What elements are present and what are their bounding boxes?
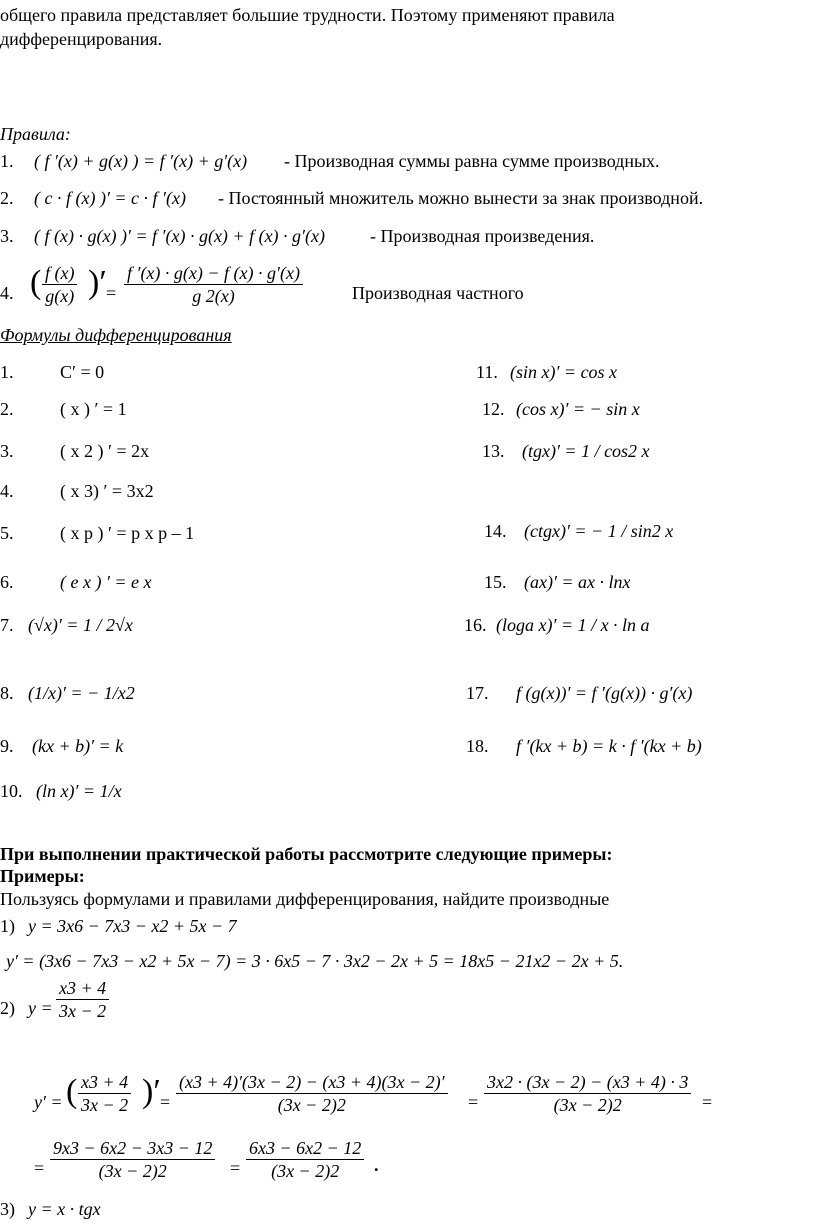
formula-7-number: 7. <box>0 615 14 635</box>
example-2-equals-1: = <box>160 1092 171 1112</box>
formula-8-number: 8. <box>0 683 14 703</box>
example-2-step-1-numerator: (x3 + 4)′(3x − 2) − (x3 + 4)(3x − 2)′ <box>179 1072 445 1092</box>
example-3-task: y = x · tgx <box>28 1199 101 1219</box>
rule-4-left-fraction <box>42 262 77 307</box>
formula-10-number: 10. <box>0 781 23 801</box>
example-2-step-2-numerator: 3x2 · (3x − 2) − (x3 + 4) · 3 <box>487 1072 689 1092</box>
example-2-step-1-denominator: (3x − 2)2 <box>277 1095 346 1115</box>
formula-11-number: 11. <box>476 362 498 382</box>
example-2-close-paren: )′ <box>142 1073 161 1110</box>
rule-4-equals: = <box>106 283 117 303</box>
rule-2-number: 2. <box>0 188 14 208</box>
formula-6-number: 6. <box>0 572 14 592</box>
rule-1-number: 1. <box>0 151 14 171</box>
example-2-equals-2: = <box>468 1092 479 1112</box>
formula-4: ( x 3) ′ = 3x2 <box>60 481 154 501</box>
formula-13-number: 13. <box>482 441 505 461</box>
formula-8: (1/x)′ = − 1/x2 <box>28 683 135 703</box>
rule-4-left-numerator: f (x) <box>45 263 75 283</box>
formula-12-number: 12. <box>482 399 505 419</box>
examples-heading: Примеры: <box>0 866 85 886</box>
formula-3: ( x 2 ) ′ = 2x <box>60 441 150 461</box>
formula-9-number: 9. <box>0 736 14 756</box>
rule-3-formula: ( f (x) · g(x) )′ = f ′(x) · g(x) + f (x) · g′(x) <box>34 226 325 246</box>
rule-4-denominator: g 2(x) <box>192 286 235 306</box>
formula-5-number: 5. <box>0 523 14 543</box>
formula-14: (ctgx)′ = − 1 / sin2 x <box>524 521 674 541</box>
example-3-label: 3) <box>0 1199 15 1219</box>
formula-6: ( e x ) ′ = e x <box>60 572 152 592</box>
formula-10: (ln x)′ = 1/x <box>36 781 122 801</box>
rule-4-numerator: f ′(x) · g(x) − f (x) · g′(x) <box>127 263 300 283</box>
formula-2: ( x ) ′ = 1 <box>60 399 127 419</box>
formula-12: (cos x)′ = − sin x <box>516 399 640 419</box>
formula-2-number: 2. <box>0 399 14 419</box>
rule-3-number: 3. <box>0 226 14 246</box>
formula-3-number: 3. <box>0 441 14 461</box>
formula-7: (√x)′ = 1 / 2√x <box>28 615 133 635</box>
example-1-task: y = 3x6 − 7x3 − x2 + 5x − 7 <box>28 916 237 936</box>
rule-1-formula: ( f ′(x) + g(x) ) = f ′(x) + g′(x) <box>34 151 248 171</box>
intro-line-1: общего правила представляет большие трудности. Поэтому применяют правила <box>0 5 615 25</box>
formula-17: f (g(x))′ = f ′(g(x)) · g′(x) <box>516 683 693 703</box>
example-2-step-2 <box>484 1071 691 1116</box>
example-2-open-paren: ( <box>66 1073 78 1110</box>
example-2-task-fraction <box>56 977 109 1022</box>
example-2-step-3 <box>50 1137 215 1182</box>
example-2-inner-denominator: 3x − 2 <box>81 1095 129 1115</box>
formula-15: (ax)′ = ax · lnx <box>524 572 631 592</box>
example-2-inner-fraction <box>78 1071 131 1116</box>
rule-3-text: - Производная произведения. <box>370 226 595 246</box>
examples-instruction: Пользуясь формулами и правилами дифференцирования, найдите производные <box>0 889 610 909</box>
formula-11: (sin x)′ = cos x <box>510 362 618 382</box>
formula-1: C′ = 0 <box>60 362 105 382</box>
formula-4-number: 4. <box>0 481 14 501</box>
formula-13: (tgx)′ = 1 / cos2 x <box>522 441 650 461</box>
example-2-equals-3: = <box>702 1092 713 1112</box>
formula-16: (loga x)′ = 1 / x · ln a <box>496 615 650 635</box>
formula-17-number: 17. <box>466 683 489 703</box>
formula-15-number: 15. <box>484 572 507 592</box>
formula-16-number: 16. <box>464 615 487 635</box>
example-2-task-denominator: 3x − 2 <box>59 1001 107 1021</box>
formula-1-number: 1. <box>0 362 14 382</box>
example-2-equals-4: = <box>34 1158 45 1178</box>
intro-line-2: дифференцирования. <box>0 29 163 49</box>
rules-heading: Правила: <box>0 124 71 144</box>
example-2-yprime-equals: y′ = <box>34 1092 63 1112</box>
rule-2-text: - Постоянный множитель можно вынести за знак производной. <box>218 188 704 208</box>
example-2-step-4-denominator: (3x − 2)2 <box>271 1161 340 1181</box>
example-2-equals-5: = <box>230 1158 241 1178</box>
rule-2-formula: ( c · f (x) )′ = c · f ′(x) <box>34 188 186 208</box>
formula-18-number: 18. <box>466 736 489 756</box>
example-2-y-equals: y = <box>28 998 53 1018</box>
rule-4-left-denominator: g(x) <box>45 286 75 306</box>
rule-1-text: - Производная суммы равна сумме производных. <box>284 151 660 171</box>
rule-4-left-paren: ( <box>30 264 42 301</box>
example-1-label: 1) <box>0 916 15 936</box>
example-2-label: 2) <box>0 998 15 1018</box>
rule-4-quotient-fraction <box>124 262 303 307</box>
example-2-step-3-numerator: 9x3 − 6x2 − 3x3 − 12 <box>53 1138 213 1158</box>
rule-4-right-paren: )′ <box>88 264 107 301</box>
practice-heading: При выполнении практической работы рассмотрите следующие примеры: <box>0 844 613 864</box>
example-2-step-4 <box>246 1137 364 1182</box>
example-2-step-2-denominator: (3x − 2)2 <box>553 1095 622 1115</box>
example-2-step-1 <box>176 1071 448 1116</box>
formulas-heading: Формулы дифференцирования <box>0 325 232 345</box>
rule-4-text: Производная частного <box>352 283 524 303</box>
formula-18: f ′(kx + b) = k · f ′(kx + b) <box>516 736 702 756</box>
formula-9: (kx + b)′ = k <box>32 736 124 756</box>
example-2-period: . <box>374 1155 379 1175</box>
example-2-step-4-numerator: 6x3 − 6x2 − 12 <box>249 1138 362 1158</box>
rule-4-number: 4. <box>0 283 14 303</box>
example-2-task-numerator: x3 + 4 <box>59 978 107 998</box>
example-2-inner-numerator: x3 + 4 <box>81 1072 129 1092</box>
example-2-step-3-denominator: (3x − 2)2 <box>98 1161 167 1181</box>
formula-5: ( x p ) ′ = p x p – 1 <box>60 523 195 543</box>
example-1-solution: y′ = (3x6 − 7x3 − x2 + 5x − 7) = 3 · 6x5 − 7 · 3x2 − 2x + 5 = 18x5 − 21x2 − 2x + 5. <box>6 951 624 971</box>
formula-14-number: 14. <box>484 521 507 541</box>
